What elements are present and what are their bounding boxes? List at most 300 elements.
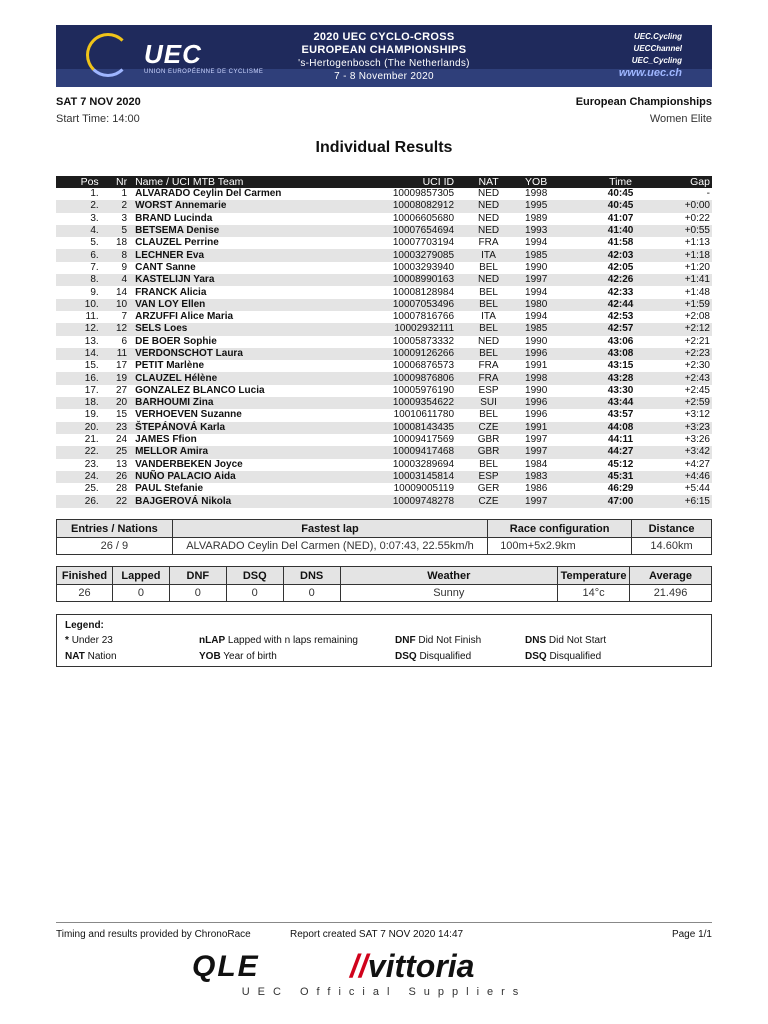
cell-nr: 22: [101, 495, 129, 507]
cell-gap: +2:45: [684, 384, 710, 396]
cell-yob: 1994: [525, 286, 548, 298]
table-row: [56, 459, 712, 471]
col-yob: YOB: [521, 176, 582, 188]
cell-yob: 1983: [521, 471, 582, 483]
cell-gap: +1:48: [684, 286, 710, 298]
cell-uci-id: 10009417468: [350, 446, 456, 458]
race-summary-table: [56, 519, 712, 555]
cell-nat: BEL: [479, 409, 498, 421]
cell-yob: 1985: [521, 323, 582, 335]
cell-nat: NED: [477, 212, 500, 224]
summary-header: Weather: [340, 567, 557, 585]
cell-pos: 20.: [56, 422, 101, 434]
cell-name: GONZALEZ BLANCO Lucia: [135, 384, 265, 396]
cell-uci-id: 10008082912: [350, 200, 456, 212]
cell-name: PAUL Stefanie: [135, 483, 204, 495]
dsq-count: 0: [226, 585, 283, 602]
official-suppliers: UEC Official Suppliers: [241, 986, 527, 998]
cell-nr: 7: [121, 311, 128, 323]
table-row: [56, 188, 712, 200]
legend-desc: Disqualified: [549, 651, 602, 662]
cell-gap: +0:55: [659, 225, 712, 237]
cell-time: 43:08: [582, 348, 659, 360]
finish-summary-table: [56, 566, 712, 602]
cell-yob: 1997: [521, 495, 582, 507]
cell-nat: NED: [456, 274, 521, 286]
cell-time: 41:07: [607, 212, 634, 224]
cell-nat: ITA: [456, 249, 521, 261]
table-row: [56, 336, 712, 348]
event-title-line: 2020 UEC CYCLO-CROSS: [313, 31, 455, 43]
table-row: [56, 385, 712, 397]
cell-name: ŠTEPÁNOVÁ Karla: [129, 422, 350, 434]
cell-name: ARZUFFI Alice Maria: [135, 311, 234, 323]
finished-count: 26: [57, 585, 113, 602]
cell-name: VANDERBEKEN Joyce: [135, 458, 243, 470]
cell-pos: 13.: [84, 335, 99, 347]
cell-pos: 24.: [56, 471, 101, 483]
cell-pos: 17.: [84, 384, 99, 396]
summary-header: DNS: [283, 567, 340, 585]
cell-name: NUÑO PALACIO Aida: [129, 471, 350, 483]
cell-pos: 26.: [56, 495, 101, 507]
race-category: Women Elite: [649, 113, 712, 125]
race-date: SAT 7 NOV 2020: [56, 96, 141, 108]
cell-uci-id: 10005873332: [392, 335, 455, 347]
cell-nat: BEL: [479, 286, 498, 298]
legend-key: nLAP: [199, 635, 226, 646]
cell-uci-id: 10009354622: [350, 397, 456, 409]
cell-time: 40:45: [582, 200, 659, 212]
cell-uci-id: 10008143435: [350, 422, 456, 434]
results-table: [56, 176, 712, 508]
cell-uci-id: 10007816766: [392, 311, 455, 323]
cell-nr: 5: [101, 225, 129, 237]
cell-name: VAN LOY Ellen: [129, 299, 350, 311]
cell-pos: 9.: [90, 286, 99, 298]
table-row: [56, 495, 712, 507]
cell-uci-id: 10010611780: [393, 409, 455, 421]
uec-logo-subtitle: UNION EUROPÉENNE DE CYCLISME: [144, 69, 264, 75]
cell-yob: 1990: [525, 384, 548, 396]
cell-time: 44:27: [582, 446, 659, 458]
cell-gap: +4:46: [659, 471, 712, 483]
cell-gap: +0:22: [684, 212, 710, 224]
ale-logo: QLE: [192, 950, 260, 983]
summary-header: DNF: [169, 567, 226, 585]
legend-key: *: [65, 635, 69, 646]
cell-nat: FRA: [478, 360, 499, 372]
cell-name: LECHNER Eva: [129, 249, 350, 261]
table-row: [56, 422, 712, 434]
cell-uci-id: 10005976190: [392, 384, 455, 396]
cell-nat: BEL: [479, 458, 498, 470]
cell-nr: 26: [101, 471, 129, 483]
cell-nat: BEL: [456, 299, 521, 311]
col-name: Name / UCI MTB Team: [129, 176, 350, 188]
cell-nr: 2: [101, 200, 129, 212]
table-row: [56, 213, 712, 225]
legend-desc: Did Not Finish: [418, 635, 482, 646]
uec-logo-text: UEC: [144, 39, 202, 69]
cell-yob: 1997: [521, 446, 582, 458]
timing-credit: Timing and results provided by ChronoRace: [56, 929, 251, 940]
cell-uci-id: 10008990163: [350, 274, 456, 286]
distance: 14.60km: [632, 538, 712, 555]
cell-name: CLAUZEL Perrine: [135, 237, 219, 249]
start-time: Start Time: 14:00: [56, 113, 140, 125]
legend-desc: Under 23: [71, 635, 113, 646]
cell-name: BARHOUMI Zina: [129, 397, 350, 409]
cell-pos: 25.: [84, 483, 99, 495]
cell-yob: 1986: [525, 483, 548, 495]
cell-name: PETIT Marlène: [135, 360, 204, 372]
social-youtube[interactable]: UECChannel: [633, 44, 682, 53]
cell-nat: SUI: [456, 397, 521, 409]
cell-name: JAMES Ffion: [135, 434, 197, 446]
table-row: [56, 348, 712, 360]
cell-nat: BEL: [456, 348, 521, 360]
cell-gap: +2:23: [659, 348, 712, 360]
cell-nat: FRA: [456, 372, 521, 384]
cell-time: 43:28: [582, 372, 659, 384]
cell-pos: 15.: [84, 360, 99, 372]
cell-yob: 1997: [525, 434, 548, 446]
cell-nat: ESP: [478, 384, 499, 396]
cell-nat: ITA: [481, 311, 496, 323]
legend-key: NAT: [65, 651, 85, 662]
table-row: [56, 200, 712, 212]
cell-yob: 1990: [525, 335, 548, 347]
cell-pos: 4.: [56, 225, 101, 237]
cell-gap: +2:21: [684, 335, 710, 347]
cell-gap: -: [706, 188, 710, 200]
cell-gap: +1:13: [684, 237, 710, 249]
cell-time: 42:57: [582, 323, 659, 335]
legend-dsq: [395, 651, 471, 662]
cell-gap: +3:42: [659, 446, 712, 458]
cell-gap: +1:41: [659, 274, 712, 286]
cell-nat: BEL: [456, 323, 521, 335]
cell-pos: 22.: [56, 446, 101, 458]
cell-name: VERDONSCHOT Laura: [129, 348, 350, 360]
header-banner: [56, 25, 712, 87]
cell-uci-id: 10009417569: [392, 434, 455, 446]
social-twitter[interactable]: UEC_Cycling: [631, 56, 682, 65]
cell-uci-id: 10009857305: [392, 188, 455, 200]
cell-nr: 12: [101, 323, 129, 335]
table-row: [56, 237, 712, 249]
fastest-lap: ALVARADO Ceylin Del Carmen (NED), 0:07:43, 22.55km/h: [172, 538, 487, 555]
weather: Sunny: [340, 585, 557, 602]
cell-pos: 16.: [56, 372, 101, 384]
cell-yob: 1996: [521, 348, 582, 360]
table-row: [56, 360, 712, 372]
report-created: Report created SAT 7 NOV 2020 14:47: [290, 929, 464, 940]
cell-time: 40:45: [607, 188, 634, 200]
summary-header: Lapped: [112, 567, 169, 585]
cell-nr: 19: [101, 372, 129, 384]
cell-pos: 7.: [90, 261, 99, 273]
legend-desc: Did Not Start: [548, 635, 607, 646]
cell-nr: 8: [101, 249, 129, 261]
table-row: [56, 299, 712, 311]
cell-yob: 1994: [525, 237, 548, 249]
cell-pos: 5.: [90, 237, 99, 249]
table-row: [56, 397, 712, 409]
summary-header: DSQ: [226, 567, 283, 585]
cell-pos: 21.: [84, 434, 99, 446]
cell-time: 43:44: [582, 397, 659, 409]
col-gap: Gap: [659, 176, 712, 188]
cell-nat: CZE: [456, 422, 521, 434]
cell-time: 43:06: [607, 335, 634, 347]
cell-yob: 1995: [521, 200, 582, 212]
cell-gap: +3:23: [659, 422, 712, 434]
cell-nat: GBR: [477, 434, 500, 446]
cell-pos: 1.: [90, 188, 99, 200]
legend-under23: [65, 635, 113, 646]
cell-uci-id: 10008128984: [392, 286, 455, 298]
legend-box: [56, 614, 712, 667]
legend-desc: Nation: [87, 651, 117, 662]
cell-pos: 14.: [56, 348, 101, 360]
cell-nr: 25: [101, 446, 129, 458]
cell-name: BRAND Lucinda: [135, 212, 213, 224]
table-row: [56, 434, 712, 446]
cell-nat: ESP: [456, 471, 521, 483]
cell-nr: 27: [115, 384, 128, 396]
sponsor-logos: [0, 948, 768, 988]
legend-key: DNS: [525, 635, 547, 646]
cell-yob: 1998: [525, 188, 548, 200]
cell-time: 41:58: [607, 237, 634, 249]
cell-name: FRANCK Alicia: [135, 286, 207, 298]
cell-time: 42:03: [582, 249, 659, 261]
cell-nr: 15: [115, 409, 128, 421]
cell-gap: +4:27: [684, 458, 710, 470]
cell-pos: 23.: [84, 458, 99, 470]
cell-nr: 20: [101, 397, 129, 409]
cell-uci-id: 10003279085: [350, 249, 456, 261]
cell-nat: BEL: [479, 261, 498, 273]
cell-yob: 1985: [521, 249, 582, 261]
cell-uci-id: 10007053496: [350, 299, 456, 311]
legend-desc: Year of birth: [223, 651, 277, 662]
cell-yob: 1991: [525, 360, 548, 372]
cell-nat: GER: [477, 483, 500, 495]
cell-nat: NED: [477, 188, 500, 200]
cell-gap: +6:15: [659, 495, 712, 507]
page-footer: [56, 922, 712, 942]
legend-key: YOB: [199, 651, 221, 662]
table-row: [56, 225, 712, 237]
cell-nr: 1: [121, 188, 128, 200]
summary-header: Finished: [57, 567, 113, 585]
entries-nations: 26 / 9: [57, 538, 173, 555]
event-dates: 7 - 8 November 2020: [334, 71, 434, 82]
cell-yob: 1984: [525, 458, 548, 470]
cell-name: MELLOR Amira: [129, 446, 350, 458]
table-row: [56, 286, 712, 298]
cell-nr: 18: [115, 237, 128, 249]
vittoria-wordmark: vittoria: [367, 948, 475, 984]
legend-dns: [525, 635, 606, 646]
cell-gap: +1:59: [659, 299, 712, 311]
cell-yob: 1989: [525, 212, 548, 224]
cell-uci-id: 10007654694: [350, 225, 456, 237]
cell-gap: +2:30: [684, 360, 710, 372]
cell-time: 47:00: [582, 495, 659, 507]
cell-pos: 19.: [84, 409, 99, 421]
col-nr: Nr: [101, 176, 129, 188]
page-number: Page 1/1: [671, 929, 712, 940]
cell-time: 42:53: [607, 311, 634, 323]
cell-gap: +2:43: [659, 372, 712, 384]
cell-nat: NED: [477, 335, 500, 347]
cell-name: SELS Loes: [129, 323, 350, 335]
cell-nr: 9: [121, 261, 128, 273]
summary-header: Distance: [632, 520, 712, 538]
table-row: [56, 483, 712, 495]
legend-desc: Disqualified: [419, 651, 472, 662]
table-row: [56, 409, 712, 421]
cell-pos: 12.: [56, 323, 101, 335]
page-title: Individual Results: [315, 139, 453, 156]
cell-time: 42:26: [582, 274, 659, 286]
table-row: [56, 323, 712, 335]
cell-yob: 1990: [525, 261, 548, 273]
table-row: [56, 249, 712, 261]
cell-uci-id: 10009876806: [350, 372, 456, 384]
legend-title: Legend:: [65, 620, 104, 631]
cell-name: DE BOER Sophie: [135, 335, 217, 347]
cell-yob: 1993: [521, 225, 582, 237]
cell-uci-id: 10003289694: [392, 458, 455, 470]
cell-time: 42:33: [607, 286, 634, 298]
legend-nat: [65, 651, 117, 662]
dnf-count: 0: [169, 585, 226, 602]
cell-uci-id: 10006876573: [392, 360, 455, 372]
col-uci-id: UCI ID: [350, 176, 456, 188]
vittoria-mark-icon: //: [350, 948, 368, 984]
cell-nr: 14: [115, 286, 128, 298]
cell-pos: 10.: [56, 299, 101, 311]
cell-nr: 17: [115, 360, 128, 372]
cell-time: 44:08: [582, 422, 659, 434]
dns-count: 0: [283, 585, 340, 602]
cell-yob: 1980: [521, 299, 582, 311]
vittoria-logo: [350, 948, 474, 985]
cell-nat: GBR: [456, 446, 521, 458]
uec-logo-icon: [86, 33, 130, 77]
cell-yob: 1991: [521, 422, 582, 434]
cell-nr: 24: [115, 434, 128, 446]
average-speed: 21.496: [630, 585, 712, 602]
cell-name: KASTELIJN Yara: [129, 274, 350, 286]
cell-name: BETSEMA Denise: [129, 225, 350, 237]
cell-nr: 28: [115, 483, 128, 495]
cell-nr: 4: [101, 274, 129, 286]
col-nat: NAT: [456, 176, 521, 188]
cell-uci-id: 10006605680: [392, 212, 455, 224]
legend-lapped: [199, 635, 358, 646]
col-time: Time: [582, 176, 659, 188]
cell-gap: +1:18: [659, 249, 712, 261]
cell-gap: +2:12: [659, 323, 712, 335]
cell-yob: 1998: [521, 372, 582, 384]
summary-header: Fastest lap: [172, 520, 487, 538]
cell-pos: 6.: [56, 249, 101, 261]
summary-header: Average: [630, 567, 712, 585]
website-link[interactable]: www.uec.ch: [618, 67, 682, 79]
cell-time: 43:57: [607, 409, 634, 421]
legend-dsq-2: [525, 651, 601, 662]
cell-name: BAJGEROVÁ Nikola: [129, 495, 350, 507]
cell-name: ALVARADO Ceylin Del Carmen: [135, 188, 282, 200]
cell-nat: CZE: [456, 495, 521, 507]
cell-pos: 11.: [85, 311, 99, 323]
cell-name: VERHOEVEN Suzanne: [135, 409, 242, 421]
legend-key: DSQ: [525, 651, 547, 662]
table-row: [56, 274, 712, 286]
cell-nr: 10: [101, 299, 129, 311]
cell-yob: 1996: [525, 409, 548, 421]
cell-uci-id: 10007703194: [392, 237, 455, 249]
cell-nr: 6: [121, 335, 128, 347]
race-configuration: 100m+5x2.9km: [488, 538, 632, 555]
cell-uci-id: 10003145814: [350, 471, 456, 483]
cell-time: 43:30: [607, 384, 634, 396]
event-title-line: EUROPEAN CHAMPIONSHIPS: [301, 44, 467, 56]
temperature: 14°c: [558, 585, 630, 602]
table-row: [56, 262, 712, 274]
cell-pos: 8.: [56, 274, 101, 286]
cell-nr: 3: [121, 212, 128, 224]
cell-pos: 3.: [90, 212, 99, 224]
cell-yob: 1996: [521, 397, 582, 409]
cell-uci-id: 10002932111: [350, 323, 456, 335]
event-title: [256, 31, 512, 83]
cell-time: 46:29: [607, 483, 634, 495]
cell-nat: FRA: [478, 237, 499, 249]
cell-nat: NED: [456, 200, 521, 212]
event-name: European Championships: [575, 96, 712, 108]
cell-time: 43:15: [607, 360, 634, 372]
col-pos: Pos: [56, 176, 101, 188]
legend-dnf: [395, 635, 481, 646]
cell-time: 42:44: [582, 299, 659, 311]
cell-gap: +0:00: [659, 200, 712, 212]
cell-name: CANT Sanne: [135, 261, 196, 273]
social-facebook[interactable]: UEC.Cycling: [633, 32, 682, 41]
table-row: [56, 471, 712, 483]
cell-gap: +2:59: [659, 397, 712, 409]
summary-header: Entries / Nations: [57, 520, 173, 538]
cell-nat: NED: [456, 225, 521, 237]
table-row: [56, 311, 712, 323]
cell-gap: +1:20: [684, 261, 710, 273]
cell-time: 44:11: [608, 434, 634, 446]
table-row: [56, 372, 712, 384]
cell-time: 45:31: [582, 471, 659, 483]
cell-time: 45:12: [607, 458, 634, 470]
cell-yob: 1997: [521, 274, 582, 286]
table-row: [56, 446, 712, 458]
cell-nr: 13: [115, 458, 128, 470]
event-location: 's-Hertogenbosch (The Netherlands): [298, 58, 470, 69]
cell-name: CLAUZEL Hélène: [129, 372, 350, 384]
